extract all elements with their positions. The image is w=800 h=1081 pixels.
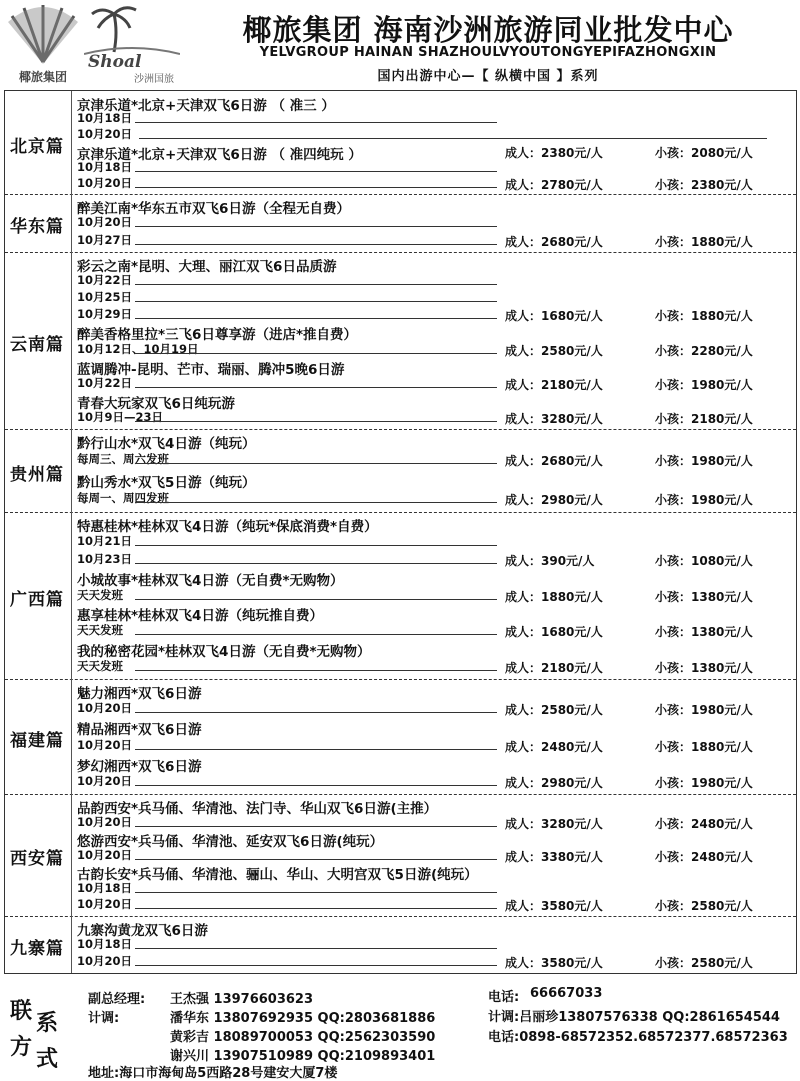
tour-date-text: 10月20日	[77, 773, 133, 788]
adult-price: 成人：1680元/人	[505, 625, 603, 640]
date-underline	[135, 948, 497, 949]
child-price: 小孩：1980元/人	[655, 377, 753, 392]
tour-date	[77, 814, 767, 832]
tour-date	[77, 658, 767, 676]
page-header	[0, 0, 800, 92]
tour-title-text: 九寨沟黄龙双飞6日游	[77, 923, 208, 939]
region-section	[5, 794, 796, 917]
child-price: 小孩：1380元/人	[655, 589, 753, 604]
tour-name	[77, 797, 767, 815]
tour-date-text: 每周一、周四发班	[77, 490, 169, 505]
address: 地址:海口市海甸岛5西路28号建安大厦7楼	[88, 1066, 338, 1081]
tour-date-text: 10月18日	[77, 937, 133, 951]
tour-title-text: 蓝调腾冲-昆明、芒市、瑞丽、腾冲5晚6日游	[77, 361, 345, 378]
planner-label: 计调:	[88, 1011, 120, 1026]
adult-price: 成人：3580元/人	[505, 956, 603, 970]
deputy-label: 副总经理:	[88, 992, 146, 1007]
adult-price: 成人：2480元/人	[505, 739, 603, 754]
tour-name	[77, 640, 767, 661]
date-underline	[135, 599, 497, 600]
date-underline	[135, 421, 497, 422]
tour-date	[77, 737, 767, 755]
tour-title-text: 醉美江南*华东五市双飞6日游（全程无自费）	[77, 201, 350, 217]
date-underline	[135, 463, 497, 464]
child-price: 小孩：2280元/人	[655, 343, 753, 358]
tour-date-text: 10月22日	[77, 273, 133, 288]
deputy-contact: 王杰强 13976603623	[170, 992, 314, 1007]
child-price: 小孩：1380元/人	[655, 661, 753, 676]
tour-date	[77, 533, 767, 551]
adult-price: 成人：2180元/人	[505, 377, 603, 392]
region-section	[5, 194, 796, 253]
tour-date	[77, 272, 767, 290]
child-price: 小孩：1980元/人	[655, 492, 753, 507]
child-price: 小孩：2480元/人	[655, 816, 753, 831]
tour-date	[77, 375, 767, 393]
tour-date-text: 10月20日	[77, 127, 133, 142]
adult-price: 成人：2680元/人	[505, 454, 603, 469]
adult-price: 成人：2180元/人	[505, 661, 603, 676]
tour-name	[77, 432, 767, 450]
tour-title-text: 悠游西安*兵马俑、华清池、延安双飞6日游(纯玩）	[77, 834, 384, 851]
tour-date-text: 10月9日—23日	[77, 409, 164, 424]
adult-price: 成人：2680元/人	[505, 234, 603, 249]
tour-date	[77, 490, 767, 508]
region-name: 华东篇	[10, 217, 64, 237]
tour-date	[77, 880, 767, 898]
tour-title-text: 小城故事*桂林双飞4日游（无自费*无购物）	[77, 572, 344, 589]
date-underline	[135, 965, 497, 966]
tour-date-text: 天天发班	[77, 587, 123, 602]
tour-date	[77, 289, 767, 307]
child-price: 小孩：2080元/人	[655, 145, 753, 160]
adult-price: 成人：3280元/人	[505, 816, 603, 831]
tour-date-text: 10月20日	[77, 897, 133, 912]
region-divider	[71, 794, 72, 916]
region-divider	[71, 512, 72, 679]
tour-date-text: 10月18日	[77, 880, 133, 895]
tour-title-text: 梦幻湘西*双飞6日游	[77, 758, 202, 775]
contact-char-2: 系	[36, 1011, 59, 1036]
date-underline	[135, 563, 497, 564]
page-subtitle: YELVGROUP HAINAN SHAZHOULVYOUTONGYEPIFAZHONGXIN	[259, 45, 717, 60]
tour-name	[77, 682, 767, 700]
date-underline	[135, 122, 497, 123]
region-name: 云南篇	[10, 334, 64, 355]
phone-label: 电话:	[488, 990, 520, 1005]
tour-date	[77, 451, 767, 469]
tour-date	[77, 341, 767, 359]
tour-title-text: 我的秘密花园*桂林双飞4日游（无自费*无购物）	[77, 644, 371, 661]
region-name: 西安篇	[10, 849, 64, 869]
page-title: 椰旅集团 海南沙洲旅游同业批发中心	[242, 13, 734, 47]
tour-name	[77, 358, 767, 376]
phone-number: 66667033	[530, 986, 603, 1001]
tour-date-text: 10月25日	[77, 290, 133, 305]
tour-name	[77, 569, 767, 587]
date-underline	[139, 138, 767, 139]
date-underline	[135, 353, 497, 354]
adult-price: 成人：390元/人	[505, 553, 595, 568]
date-underline	[135, 226, 497, 227]
tour-name	[77, 323, 767, 344]
region-section	[5, 429, 796, 513]
phone-2: 电话:0898-68572352.68572377.68572363	[488, 1030, 788, 1045]
date-underline	[135, 908, 497, 909]
tour-title-text: 魅力湘西*双飞6日游	[77, 686, 202, 702]
date-underline	[135, 301, 497, 302]
tour-title-text: 特惠桂林*桂林双飞4日游（纯玩*保底消费*自费）	[77, 519, 378, 535]
tour-title-text: 黔行山水*双飞4日游（纯玩）	[77, 436, 256, 452]
date-underline	[135, 545, 497, 546]
region-divider	[71, 916, 72, 973]
tour-name	[77, 755, 767, 773]
adult-price: 成人：3580元/人	[505, 899, 603, 914]
tour-date	[77, 587, 767, 605]
tour-date	[77, 936, 767, 954]
planner-3: 谢兴川 13907510989 QQ:2109893401	[170, 1049, 436, 1064]
tour-date-text: 10月20日	[77, 175, 133, 190]
date-underline	[135, 244, 497, 245]
tour-date	[77, 232, 767, 250]
adult-price: 成人：2980元/人	[505, 775, 603, 790]
tour-name	[77, 604, 767, 625]
date-underline	[135, 670, 497, 671]
region-section	[5, 91, 796, 195]
child-price: 小孩：1980元/人	[655, 775, 753, 790]
tour-date-text: 每周三、周六发班	[77, 452, 169, 467]
region-divider	[71, 679, 72, 794]
tour-date	[77, 847, 767, 865]
tour-date	[77, 773, 767, 791]
logo1-text: 椰旅集团	[18, 70, 67, 84]
planner-1: 潘华东 13807692935 QQ:2803681886	[170, 1011, 436, 1026]
child-price: 小孩：1880元/人	[655, 739, 753, 754]
adult-price: 成人：1880元/人	[505, 589, 603, 604]
tour-name	[77, 830, 767, 851]
child-price: 小孩：1880元/人	[655, 309, 753, 324]
tour-date	[77, 953, 767, 971]
tour-date	[77, 306, 767, 324]
shell-logo-icon	[2, 2, 84, 68]
date-underline	[135, 749, 497, 750]
tour-date-text: 10月12日、10月19日	[77, 341, 199, 356]
logo2-sub: 沙洲国旅	[134, 74, 174, 85]
planner-2: 黄彩吉 18089700053 QQ:2562303590	[170, 1030, 436, 1045]
region-divider	[71, 91, 72, 194]
tour-date-text: 10月21日	[77, 533, 133, 548]
contact-char-3: 方	[10, 1035, 33, 1060]
adult-price: 成人：2380元/人	[505, 145, 603, 160]
child-price: 小孩：2580元/人	[655, 899, 753, 914]
tour-date	[77, 409, 767, 427]
child-price: 小孩：2180元/人	[655, 411, 753, 426]
tour-date-text: 10月20日	[77, 701, 133, 716]
tour-date	[77, 551, 767, 569]
tour-date	[77, 175, 767, 193]
region-name: 九寨篇	[10, 938, 64, 959]
tour-date	[77, 700, 767, 718]
child-price: 小孩：2480元/人	[655, 849, 753, 864]
tour-price-table	[4, 90, 797, 974]
date-underline	[135, 284, 497, 285]
child-price: 小孩：2380元/人	[655, 177, 753, 192]
tour-title-text: 品韵西安*兵马俑、华清池、法门寺、华山双飞6日游(主推）	[77, 801, 438, 817]
tour-title-text: 精品湘西*双飞6日游	[77, 722, 202, 739]
tour-date	[77, 622, 767, 640]
planner-4: 计调:吕丽珍13807576338 QQ:2861654544	[488, 1010, 780, 1025]
child-price: 小孩：2580元/人	[655, 956, 753, 970]
contact-char-4: 式	[36, 1047, 59, 1072]
tour-title-text: 京津乐道*北京+天津双飞6日游 （ 准四纯玩 ）	[77, 146, 362, 163]
adult-price: 成人：2580元/人	[505, 343, 603, 358]
region-section	[5, 252, 796, 430]
region-name: 福建篇	[10, 730, 64, 751]
region-name: 广西篇	[10, 589, 64, 610]
tour-date-text: 10月18日	[77, 159, 133, 174]
region-section	[5, 512, 796, 680]
shoal-logo	[84, 2, 180, 88]
child-price: 小孩：1380元/人	[655, 625, 753, 640]
tour-date-text: 10月27日	[77, 232, 133, 247]
date-underline	[135, 387, 497, 388]
tour-title-text: 古韵长安*兵马俑、华清池、骊山、华山、大明宫双飞5日游(纯玩）	[77, 867, 478, 884]
tour-name	[77, 392, 767, 410]
adult-price: 成人：1680元/人	[505, 309, 603, 324]
adult-price: 成人：3380元/人	[505, 849, 603, 864]
contact-char-1: 联	[10, 999, 33, 1024]
logo2-text: Shoal	[88, 52, 142, 72]
tour-name	[77, 255, 767, 273]
tour-title-text: 彩云之南*昆明、大理、丽江双飞6日品质游	[77, 259, 337, 275]
tour-date-text: 天天发班	[77, 659, 123, 674]
date-underline	[135, 634, 497, 635]
region-section	[5, 916, 796, 973]
tour-name	[77, 863, 767, 884]
tour-title-text: 醉美香格里拉*三飞6日尊享游（进店*推自费）	[77, 327, 358, 344]
tour-name	[77, 919, 767, 937]
region-divider	[71, 429, 72, 512]
tour-date-text: 10月20日	[77, 814, 133, 829]
tour-title-text: 惠享桂林*桂林双飞4日游（纯玩推自费）	[77, 608, 323, 625]
tour-date	[77, 214, 767, 232]
tour-date-text: 天天发班	[77, 623, 123, 638]
date-underline	[135, 171, 497, 172]
tour-name	[77, 515, 767, 533]
tour-date-text: 10月18日	[77, 111, 133, 126]
adult-price: 成人：2580元/人	[505, 703, 603, 718]
palm-tree-icon	[84, 2, 180, 58]
tour-name	[77, 197, 767, 215]
adult-price: 成人：3280元/人	[505, 411, 603, 426]
tour-date-text: 10月23日	[77, 551, 133, 566]
date-underline	[135, 187, 497, 188]
child-price: 小孩：1980元/人	[655, 703, 753, 718]
tour-title-text: 黔山秀水*双飞5日游（纯玩）	[77, 474, 256, 491]
child-price: 小孩：1080元/人	[655, 553, 753, 568]
tour-name	[77, 471, 767, 489]
tour-title-text: 京津乐道*北京+天津双飞6日游 （ 准三 ）	[77, 98, 335, 114]
tour-date-text: 10月29日	[77, 307, 133, 322]
tour-date-text: 10月22日	[77, 375, 133, 390]
region-name: 贵州篇	[10, 464, 64, 485]
date-underline	[135, 859, 497, 860]
adult-price: 成人：2980元/人	[505, 492, 603, 507]
adult-price: 成人：2780元/人	[505, 177, 603, 192]
region-divider	[71, 252, 72, 429]
region-section	[5, 679, 796, 795]
tour-date	[77, 896, 767, 914]
tour-name	[77, 718, 767, 739]
region-divider	[71, 194, 72, 252]
date-underline	[135, 892, 497, 893]
date-underline	[135, 318, 497, 319]
tour-date-text: 10月20日	[77, 737, 133, 752]
contact-label	[6, 992, 76, 1072]
tour-title-text: 青春大玩家双飞6日纯玩游	[77, 395, 235, 412]
yelv-logo	[2, 2, 84, 88]
date-underline	[135, 502, 497, 503]
date-underline	[135, 785, 497, 786]
date-underline	[135, 826, 497, 827]
contact-footer	[0, 976, 800, 1080]
child-price: 小孩：1980元/人	[655, 454, 753, 469]
tour-date-text: 10月20日	[77, 847, 133, 862]
region-name: 北京篇	[10, 136, 64, 157]
date-underline	[135, 712, 497, 713]
tour-date-text: 10月20日	[77, 954, 133, 968]
child-price: 小孩：1880元/人	[655, 234, 753, 249]
series-title: 国内出游中心—【 纵横中国 】系列	[377, 69, 599, 84]
tour-date-text: 10月20日	[77, 215, 133, 230]
